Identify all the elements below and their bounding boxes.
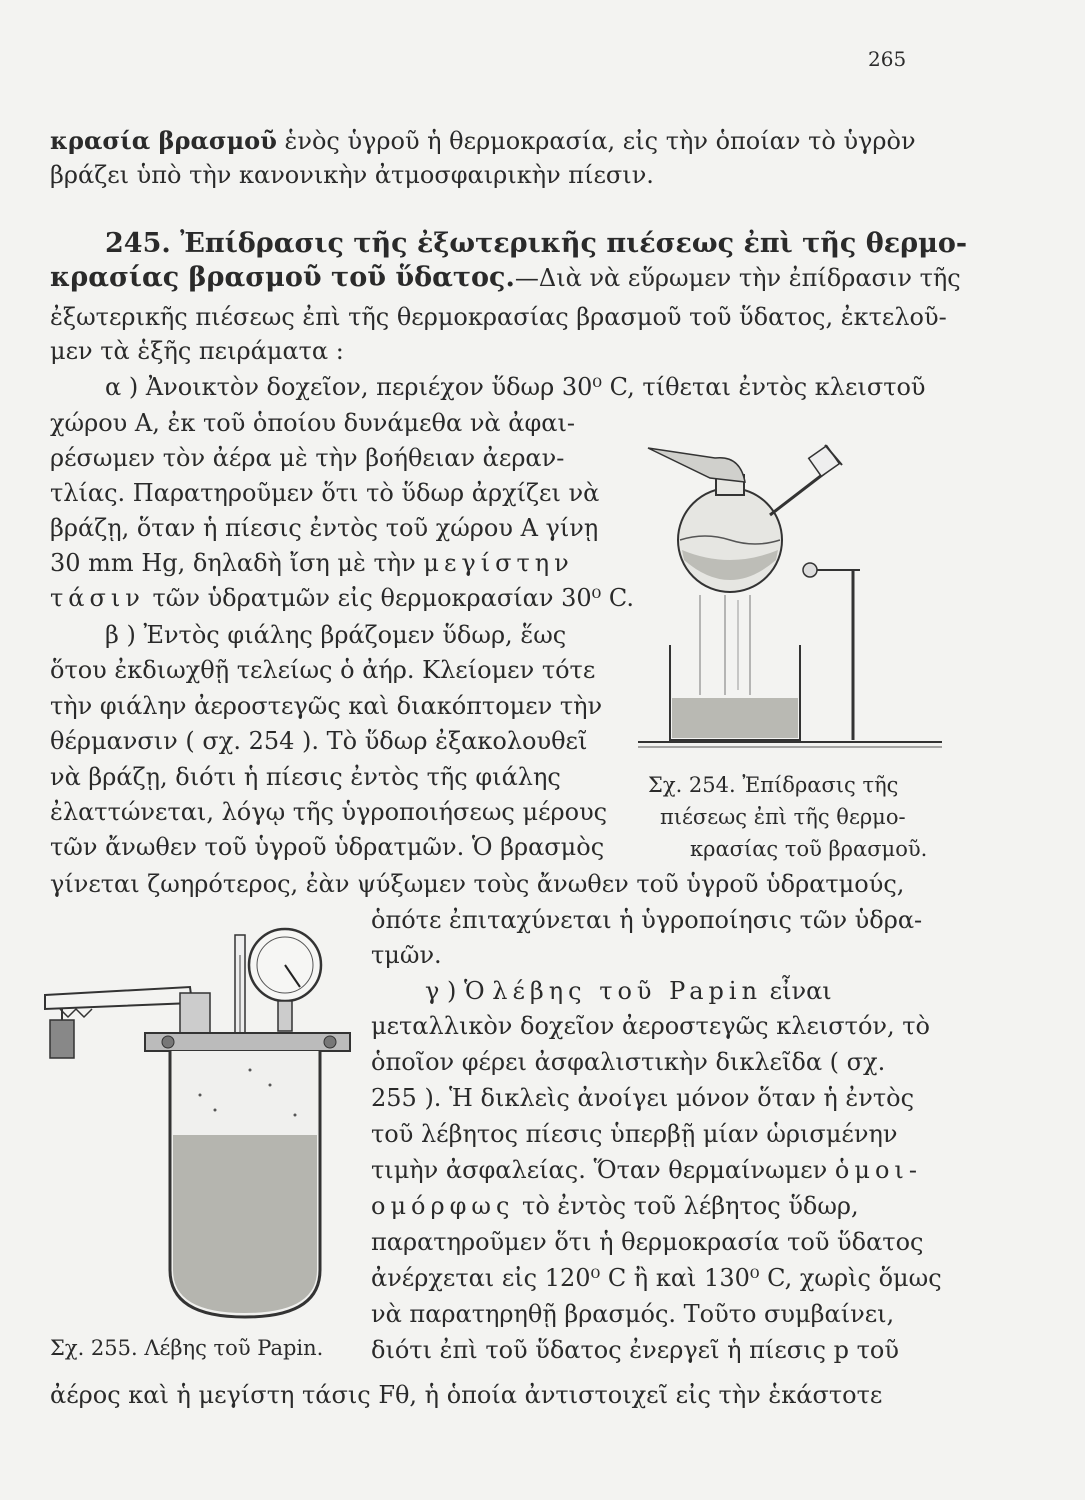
spaced-term: μεγίστην	[423, 549, 574, 577]
spaced-term: τάσιν	[50, 584, 145, 612]
section-heading-cont: κρασίας βρασμοῦ τοῦ ὕδατος.	[50, 262, 515, 293]
text-line: θέρμανσιν ( σχ. 254 ). Τὸ ὕδωρ ἐξακολουθεῖ	[50, 727, 588, 755]
text-line: παρατηροῦμεν ὅτι ἡ θερμοκρασία τοῦ ὕδατος	[371, 1228, 924, 1256]
text-line: βράζῃ, ὅταν ἡ πίεσις ἐντὸς τοῦ χώρου Α γίνῃ	[50, 514, 599, 542]
text-line: ἐξωτερικῆς πιέσεως ἐπὶ τῆς θερμοκρασίας βρασμοῦ τοῦ ὕδατος, ἐκτελοῦ-	[50, 303, 947, 331]
text-line: τάσιν τῶν ὑδρατμῶν εἰς θερμοκρασίαν 30⁰ C.	[50, 584, 635, 612]
papin-digester-illustration	[40, 925, 360, 1325]
text-line: ὁπότε ἐπιταχύνεται ἡ ὑγροποίησις τῶν ὑδρα-	[371, 906, 923, 934]
section-heading: 245. Ἐπίδρασις τῆς ἐξωτερικῆς πιέσεως ἐπὶ τῆς θερμο-	[105, 228, 968, 259]
flask-boiling-illustration	[630, 420, 950, 760]
text-line: τοῦ λέβητος πίεσις ὑπερβῇ μίαν ὡρισμένην	[371, 1120, 898, 1148]
text-line: ἀνέρχεται εἰς 120⁰ C ἢ καὶ 130⁰ C, χωρὶς ὅμως	[371, 1264, 942, 1292]
text-line: τιμὴν ἀσφαλείας. Ὅταν θερμαίνωμεν ὁμοι-	[371, 1156, 922, 1184]
spaced-term: ὁμοι-	[834, 1156, 922, 1184]
text-line: διότι ἐπὶ τοῦ ὕδατος ἐνεργεῖ ἡ πίεσις p τοῦ	[371, 1336, 899, 1364]
spaced-term: λέβης τοῦ Papin	[492, 977, 763, 1005]
text-line: ρέσωμεν τὸν ἀέρα μὲ τὴν βοήθειαν ἀεραν-	[50, 444, 565, 472]
text-line: τλίας. Παρατηροῦμεν ὅτι τὸ ὕδωρ ἀρχίζει νὰ	[50, 479, 600, 507]
text-line: 30 mm Hg, δηλαδὴ ἴση μὲ τὴν μεγίστην	[50, 549, 574, 577]
spaced-term: ομόρφως	[371, 1192, 515, 1220]
text-line: μεταλλικὸν δοχεῖον ἀεροστεγῶς κλειστόν, τὸ	[371, 1012, 930, 1040]
text-line: ὁποῖον φέρει ἀσφαλιστικὴν δικλεῖδα ( σχ.	[371, 1048, 886, 1076]
text-line: α ) Ἀνοικτὸν δοχεῖον, περιέχον ὕδωρ 30⁰ C, τίθεται ἐντὸς κλειστοῦ	[105, 373, 926, 401]
bold-term: κρασία βρασμοῦ	[50, 126, 277, 155]
text-line: μεν τὰ ἑξῆς πειράματα :	[50, 337, 344, 365]
text-line: κρασίας βρασμοῦ τοῦ ὕδατος.—Διὰ νὰ εὕρωμεν τὴν ἐπίδρασιν τῆς	[50, 262, 961, 293]
text-line: νὰ παρατηρηθῇ βρασμός. Τοῦτο συμβαίνει,	[371, 1300, 895, 1328]
text-line: ομόρφως τὸ ἐντὸς τοῦ λέβητος ὕδωρ,	[371, 1192, 859, 1220]
text-line: τῶν ἄνωθεν τοῦ ὑγροῦ ὑδρατμῶν. Ὁ βρασμὸς	[50, 833, 605, 861]
text-line: ἐλαττώνεται, λόγῳ τῆς ὑγροποιήσεως μέρους	[50, 798, 608, 826]
text-line: νὰ βράζῃ, διότι ἡ πίεσις ἐντὸς τῆς φιάλης	[50, 763, 561, 791]
page-number: 265	[868, 47, 907, 71]
figure-caption: Σχ. 255. Λέβης τοῦ Papin.	[50, 1336, 324, 1360]
text-line: γ ) Ὁ λέβης τοῦ Papin εἶναι	[425, 977, 832, 1005]
text-line: βράζει ὑπὸ τὴν κανονικὴν ἀτμοσφαιρικὴν πίεσιν.	[50, 161, 654, 189]
text-line: τμῶν.	[371, 941, 442, 969]
figure-caption: Σχ. 254. Ἐπίδρασις τῆς	[648, 773, 899, 797]
text-line: ὅτου ἐκδιωχθῇ τελείως ὁ ἀήρ. Κλείομεν τότε	[50, 656, 596, 684]
text-line: τὴν φιάλην ἀεροστεγῶς καὶ διακόπτομεν τὴν	[50, 692, 603, 720]
text-line: ἀέρος καὶ ἡ μεγίστη τάσις Fθ, ἡ ὁποία ἀντιστοιχεῖ εἰς τὴν ἑκάστοτε	[50, 1381, 883, 1409]
text-line: χώρου Α, ἐκ τοῦ ὁποίου δυνάμεθα νὰ ἀφαι-	[50, 409, 575, 437]
text-line: β ) Ἐντὸς φιάλης βράζομεν ὕδωρ, ἕως	[105, 621, 567, 649]
text-line: κρασία βρασμοῦ ἑνὸς ὑγροῦ ἡ θερμοκρασία, εἰς τὴν ὁποίαν τὸ ὑγρὸν	[50, 126, 916, 155]
text-line: γίνεται ζωηρότερος, ἐὰν ψύξωμεν τοὺς ἄνωθεν τοῦ ὑγροῦ ὑδρατμούς,	[50, 870, 905, 898]
figure-caption: κρασίας τοῦ βρασμοῦ.	[690, 837, 928, 861]
text-line: 255 ). Ἡ δικλεὶς ἀνοίγει μόνον ὅταν ἡ ἐντὸς	[371, 1084, 915, 1112]
figure-caption: πιέσεως ἐπὶ τῆς θερμο-	[660, 805, 906, 829]
